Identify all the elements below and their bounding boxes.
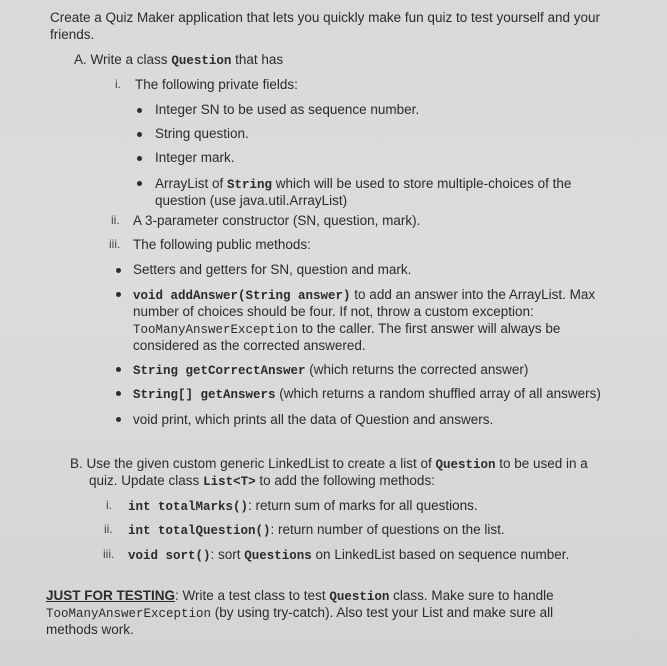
testing-line-1 xyxy=(46,588,554,605)
get-correct-answer-text: (which returns the corrected answer) xyxy=(305,362,529,377)
bullet-icon xyxy=(137,156,142,161)
method-get-correct-answer xyxy=(133,362,528,379)
testing-line-2 xyxy=(46,605,553,622)
item-iii-number: iii. xyxy=(109,237,121,251)
field-arraylist xyxy=(155,176,571,193)
part-b-text: Use the given custom generic LinkedList to create a list of xyxy=(86,456,436,471)
method-total-question xyxy=(128,522,505,539)
total-question-code: int totalQuestion() xyxy=(128,524,271,538)
field-sn: Integer SN to be used as sequence number. xyxy=(155,102,420,117)
item-i-number: i. xyxy=(115,77,121,91)
testing-text: : Write a test class to test xyxy=(175,588,330,603)
sort-text-post: on LinkedList based on sequence number. xyxy=(311,547,570,562)
questions-code: Questions xyxy=(244,549,312,563)
method-setters-getters: Setters and getters for SN, question and mark. xyxy=(133,262,412,277)
list-generic-code: List<T> xyxy=(203,475,256,489)
get-correct-answer-code: String getCorrectAnswer xyxy=(133,364,306,378)
add-answer-line-4: considered as the corrected answered. xyxy=(133,338,366,353)
bullet-icon xyxy=(116,292,121,297)
part-b-line-2-text: quiz. Update class xyxy=(89,473,204,488)
part-b-text-post: to be used in a xyxy=(495,456,588,471)
exception-code: TooManyAnswerException xyxy=(133,323,299,337)
testing-text-end: class. Make sure to handle xyxy=(389,588,554,603)
testing-heading: JUST FOR TESTING xyxy=(46,588,176,603)
item-ii-number: ii. xyxy=(111,213,120,227)
field-question: String question. xyxy=(155,126,249,141)
question-code: Question xyxy=(435,458,496,472)
part-b-label: B. xyxy=(70,456,83,471)
testing-line-2-text: (by using try-catch). Also test your List and make sure all xyxy=(211,605,554,620)
part-b-line-1 xyxy=(70,456,588,473)
method-print: void print, which prints all the data of Question and answers. xyxy=(133,412,494,427)
part-a-text: Write a class xyxy=(90,52,172,67)
bullet-icon xyxy=(137,108,142,113)
part-a-text-post: that has xyxy=(231,52,284,67)
total-question-text: : return number of questions on the list. xyxy=(270,522,505,537)
string-code: String xyxy=(227,178,273,192)
get-answers-text: (which returns a random shuffled array of all answers) xyxy=(275,386,601,401)
b-item-iii-number: iii. xyxy=(103,547,115,561)
add-answer-line-2: number of choices should be four. If not, throw a custom exception: xyxy=(133,304,534,319)
bullet-icon xyxy=(116,417,121,422)
constructor-text: A 3-parameter constructor (SN, question, mark). xyxy=(133,213,421,228)
arraylist-text-post: which will be used to store multiple-choices of the xyxy=(272,176,572,191)
b-item-ii-number: ii. xyxy=(104,522,113,536)
part-b-line-2 xyxy=(89,473,435,490)
bullet-icon xyxy=(137,132,142,137)
arraylist-text: ArrayList of xyxy=(155,176,228,191)
method-add-answer xyxy=(133,287,595,304)
method-total-marks xyxy=(128,498,478,515)
sort-code: void sort() xyxy=(128,549,211,563)
method-sort xyxy=(128,547,569,564)
add-answer-line-3-text: to the caller. The first answer will always be xyxy=(298,321,561,336)
sort-text: : sort xyxy=(210,547,245,562)
testing-line-3: methods work. xyxy=(46,622,134,637)
intro-line-2: friends. xyxy=(50,27,95,42)
bullet-icon xyxy=(116,391,121,396)
bullet-icon xyxy=(116,367,121,372)
bullet-icon xyxy=(137,181,142,186)
b-item-i-number: i. xyxy=(106,498,112,512)
method-get-answers xyxy=(133,386,601,403)
add-answer-code: void addAnswer(String answer) xyxy=(133,289,351,303)
part-a-label: A. xyxy=(74,52,87,67)
private-fields-title: The following private fields: xyxy=(135,77,298,92)
question-class-code: Question xyxy=(171,54,232,68)
add-answer-text: to add an answer into the ArrayList. Max xyxy=(350,287,596,302)
intro-line-1: Create a Quiz Maker application that lets you quickly make fun quiz to test yourself and your xyxy=(50,10,601,25)
field-arraylist-line-2: question (use java.util.ArrayList) xyxy=(155,193,348,208)
testing-question-code: Question xyxy=(329,590,390,604)
get-answers-code: String[] getAnswers xyxy=(133,388,276,402)
public-methods-title: The following public methods: xyxy=(133,237,311,252)
add-answer-line-3 xyxy=(133,321,560,338)
part-a-heading xyxy=(74,52,283,69)
total-marks-text: : return sum of marks for all questions. xyxy=(248,498,478,513)
field-mark: Integer mark. xyxy=(155,150,235,165)
total-marks-code: int totalMarks() xyxy=(128,500,249,514)
bullet-icon xyxy=(116,268,121,273)
testing-exception-code: TooManyAnswerException xyxy=(46,607,212,621)
part-b-line-2-post: to add the following methods: xyxy=(255,473,435,488)
